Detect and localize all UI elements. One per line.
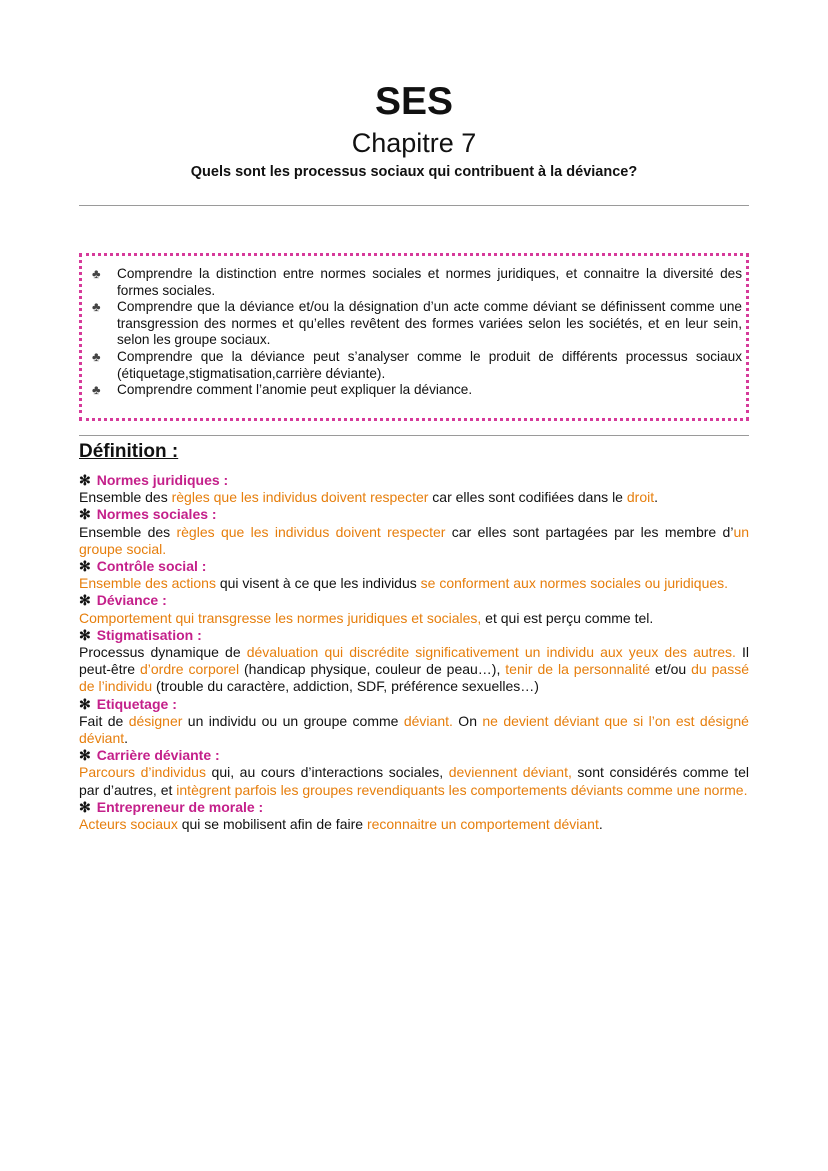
definition-text bbox=[79, 816, 749, 833]
plain-text: . bbox=[598, 816, 603, 833]
definition-block bbox=[79, 506, 749, 558]
asterisk-icon: ✻ bbox=[79, 747, 91, 764]
highlighted-text: du passé de l’individu bbox=[79, 661, 749, 695]
objective-text: Comprendre la distinction entre normes sociales et normes juridiques, et connaitre la diversité des formes sociales. bbox=[117, 266, 742, 298]
plain-text: qui se mobilisent afin de faire bbox=[177, 816, 367, 833]
definition-text bbox=[79, 610, 749, 627]
plain-text: Processus dynamique de bbox=[79, 644, 247, 661]
highlighted-text: droit bbox=[626, 489, 655, 506]
definition-term bbox=[79, 799, 749, 816]
plain-text: (handicap physique, couleur de peau…), bbox=[239, 661, 506, 678]
bullet-icon: ♣ bbox=[92, 348, 101, 364]
term-label: Etiquetage : bbox=[96, 695, 177, 712]
bullet-icon: ♣ bbox=[92, 299, 101, 315]
highlighted-text: un groupe social. bbox=[79, 523, 750, 557]
plain-text: sont considérés comme tel par d’autres, et bbox=[79, 764, 749, 798]
highlighted-text: règles que les individus doivent respecter bbox=[176, 523, 446, 540]
plain-text: un individu ou un groupe comme bbox=[182, 712, 404, 729]
asterisk-icon: ✻ bbox=[79, 506, 91, 523]
definitions-list bbox=[79, 472, 749, 833]
asterisk-icon: ✻ bbox=[79, 592, 91, 609]
plain-text: et qui est perçu comme tel. bbox=[481, 609, 654, 626]
highlighted-text: Ensemble des actions bbox=[79, 575, 216, 592]
objective-item bbox=[90, 349, 742, 382]
plain-text: Ensemble des bbox=[79, 489, 172, 506]
plain-text: Il peut-être bbox=[79, 644, 750, 678]
asterisk-icon: ✻ bbox=[79, 695, 91, 712]
definition-block bbox=[79, 799, 749, 833]
highlighted-text: déviant. bbox=[403, 712, 453, 729]
plain-text: et/ou bbox=[650, 661, 692, 678]
plain-text: Ensemble des bbox=[79, 523, 177, 540]
highlighted-text: deviennent déviant, bbox=[448, 764, 572, 781]
term-label: Carrière déviante : bbox=[96, 747, 220, 764]
definition-term bbox=[79, 472, 749, 489]
chapter-title: Chapitre 7 bbox=[351, 128, 477, 158]
definition-text bbox=[79, 524, 749, 558]
term-label: Contrôle social : bbox=[96, 558, 207, 575]
plain-text: . bbox=[124, 730, 129, 747]
definition-text bbox=[79, 764, 749, 798]
highlighted-text: se conforment aux normes sociales ou juridiques. bbox=[420, 575, 729, 592]
plain-text: . bbox=[654, 489, 658, 506]
asterisk-icon: ✻ bbox=[79, 558, 91, 575]
definition-text bbox=[79, 575, 749, 592]
definition-block bbox=[79, 696, 749, 748]
term-label: Déviance : bbox=[96, 592, 167, 609]
plain-text: car elles sont codifiées dans le bbox=[428, 489, 627, 506]
objectives-box bbox=[79, 253, 749, 421]
asterisk-icon: ✻ bbox=[79, 798, 91, 815]
term-label: Entrepreneur de morale : bbox=[96, 798, 264, 815]
highlighted-text: Parcours d’individus bbox=[79, 764, 206, 781]
plain-text: Fait de bbox=[79, 712, 129, 729]
objectives-list bbox=[90, 266, 742, 399]
definition-term bbox=[79, 747, 749, 764]
objective-text: Comprendre comment l’anomie peut expliquer la déviance. bbox=[117, 382, 473, 398]
plain-text: (trouble du caractère, addiction, SDF, préférence sexuelles…) bbox=[152, 678, 539, 695]
plain-text: qui visent à ce que les individus bbox=[215, 575, 421, 592]
chapter-question: Quels sont les processus sociaux qui contribuent à la déviance? bbox=[190, 164, 638, 180]
definition-block bbox=[79, 592, 749, 626]
bullet-icon: ♣ bbox=[92, 266, 101, 281]
highlighted-text: règles que les individus doivent respecter bbox=[171, 489, 429, 506]
highlighted-text: Acteurs sociaux bbox=[79, 816, 178, 833]
definition-block bbox=[79, 627, 749, 696]
objective-text: Comprendre que la déviance et/ou la désignation d’un acte comme déviant se définissent comme une transgression des normes et qu’elles revêtent des formes variées selon les sociétés, et en leur sein, selon les groupe sociaux. bbox=[117, 299, 742, 348]
definition-term bbox=[79, 627, 749, 644]
highlighted-text: Comportement qui transgresse les normes juridiques et sociales, bbox=[79, 609, 482, 626]
asterisk-icon: ✻ bbox=[79, 472, 91, 488]
objective-item bbox=[90, 299, 742, 349]
definition-text bbox=[79, 713, 749, 747]
definition-block bbox=[79, 558, 749, 592]
section-divider bbox=[79, 435, 749, 436]
definition-term bbox=[79, 558, 749, 575]
objective-item bbox=[90, 266, 742, 299]
term-label: Stigmatisation : bbox=[96, 626, 202, 643]
plain-text: qui, au cours d’interactions sociales, bbox=[205, 764, 449, 781]
term-label: Normes sociales : bbox=[96, 506, 217, 523]
highlighted-text: ne devient déviant que si l’on est désigné déviant bbox=[79, 712, 749, 747]
plain-text: On bbox=[452, 712, 483, 729]
definition-term bbox=[79, 592, 749, 609]
highlighted-text: tenir de la personnalité bbox=[505, 661, 651, 678]
definition-term bbox=[79, 506, 749, 523]
highlighted-text: d’ordre corporel bbox=[139, 661, 240, 678]
objective-item bbox=[90, 382, 742, 399]
objective-text: Comprendre que la déviance peut s’analyser comme le produit de différents processus sociaux (étiquetage,stigmatisation,carrière déviante). bbox=[117, 348, 742, 381]
highlighted-text: intègrent parfois les groupes revendiquants les comportements déviants comme une norme. bbox=[176, 781, 748, 798]
definition-term bbox=[79, 696, 749, 713]
definition-block bbox=[79, 747, 749, 799]
highlighted-text: dévaluation qui discrédite significativement un individu aux yeux des autres. bbox=[246, 644, 736, 661]
bullet-icon: ♣ bbox=[92, 382, 101, 398]
highlighted-text: désigner bbox=[128, 712, 183, 729]
asterisk-icon: ✻ bbox=[79, 626, 91, 643]
plain-text: car elles sont partagées par les membre d’ bbox=[445, 523, 734, 540]
definition-text bbox=[79, 644, 749, 696]
page-title: SES bbox=[374, 80, 454, 123]
definitions-heading: Définition : bbox=[79, 441, 179, 462]
term-label: Normes juridiques : bbox=[96, 472, 229, 488]
highlighted-text: reconnaitre un comportement déviant bbox=[366, 816, 599, 833]
definition-block bbox=[79, 472, 749, 506]
definition-text bbox=[79, 489, 749, 506]
top-divider bbox=[79, 205, 749, 206]
